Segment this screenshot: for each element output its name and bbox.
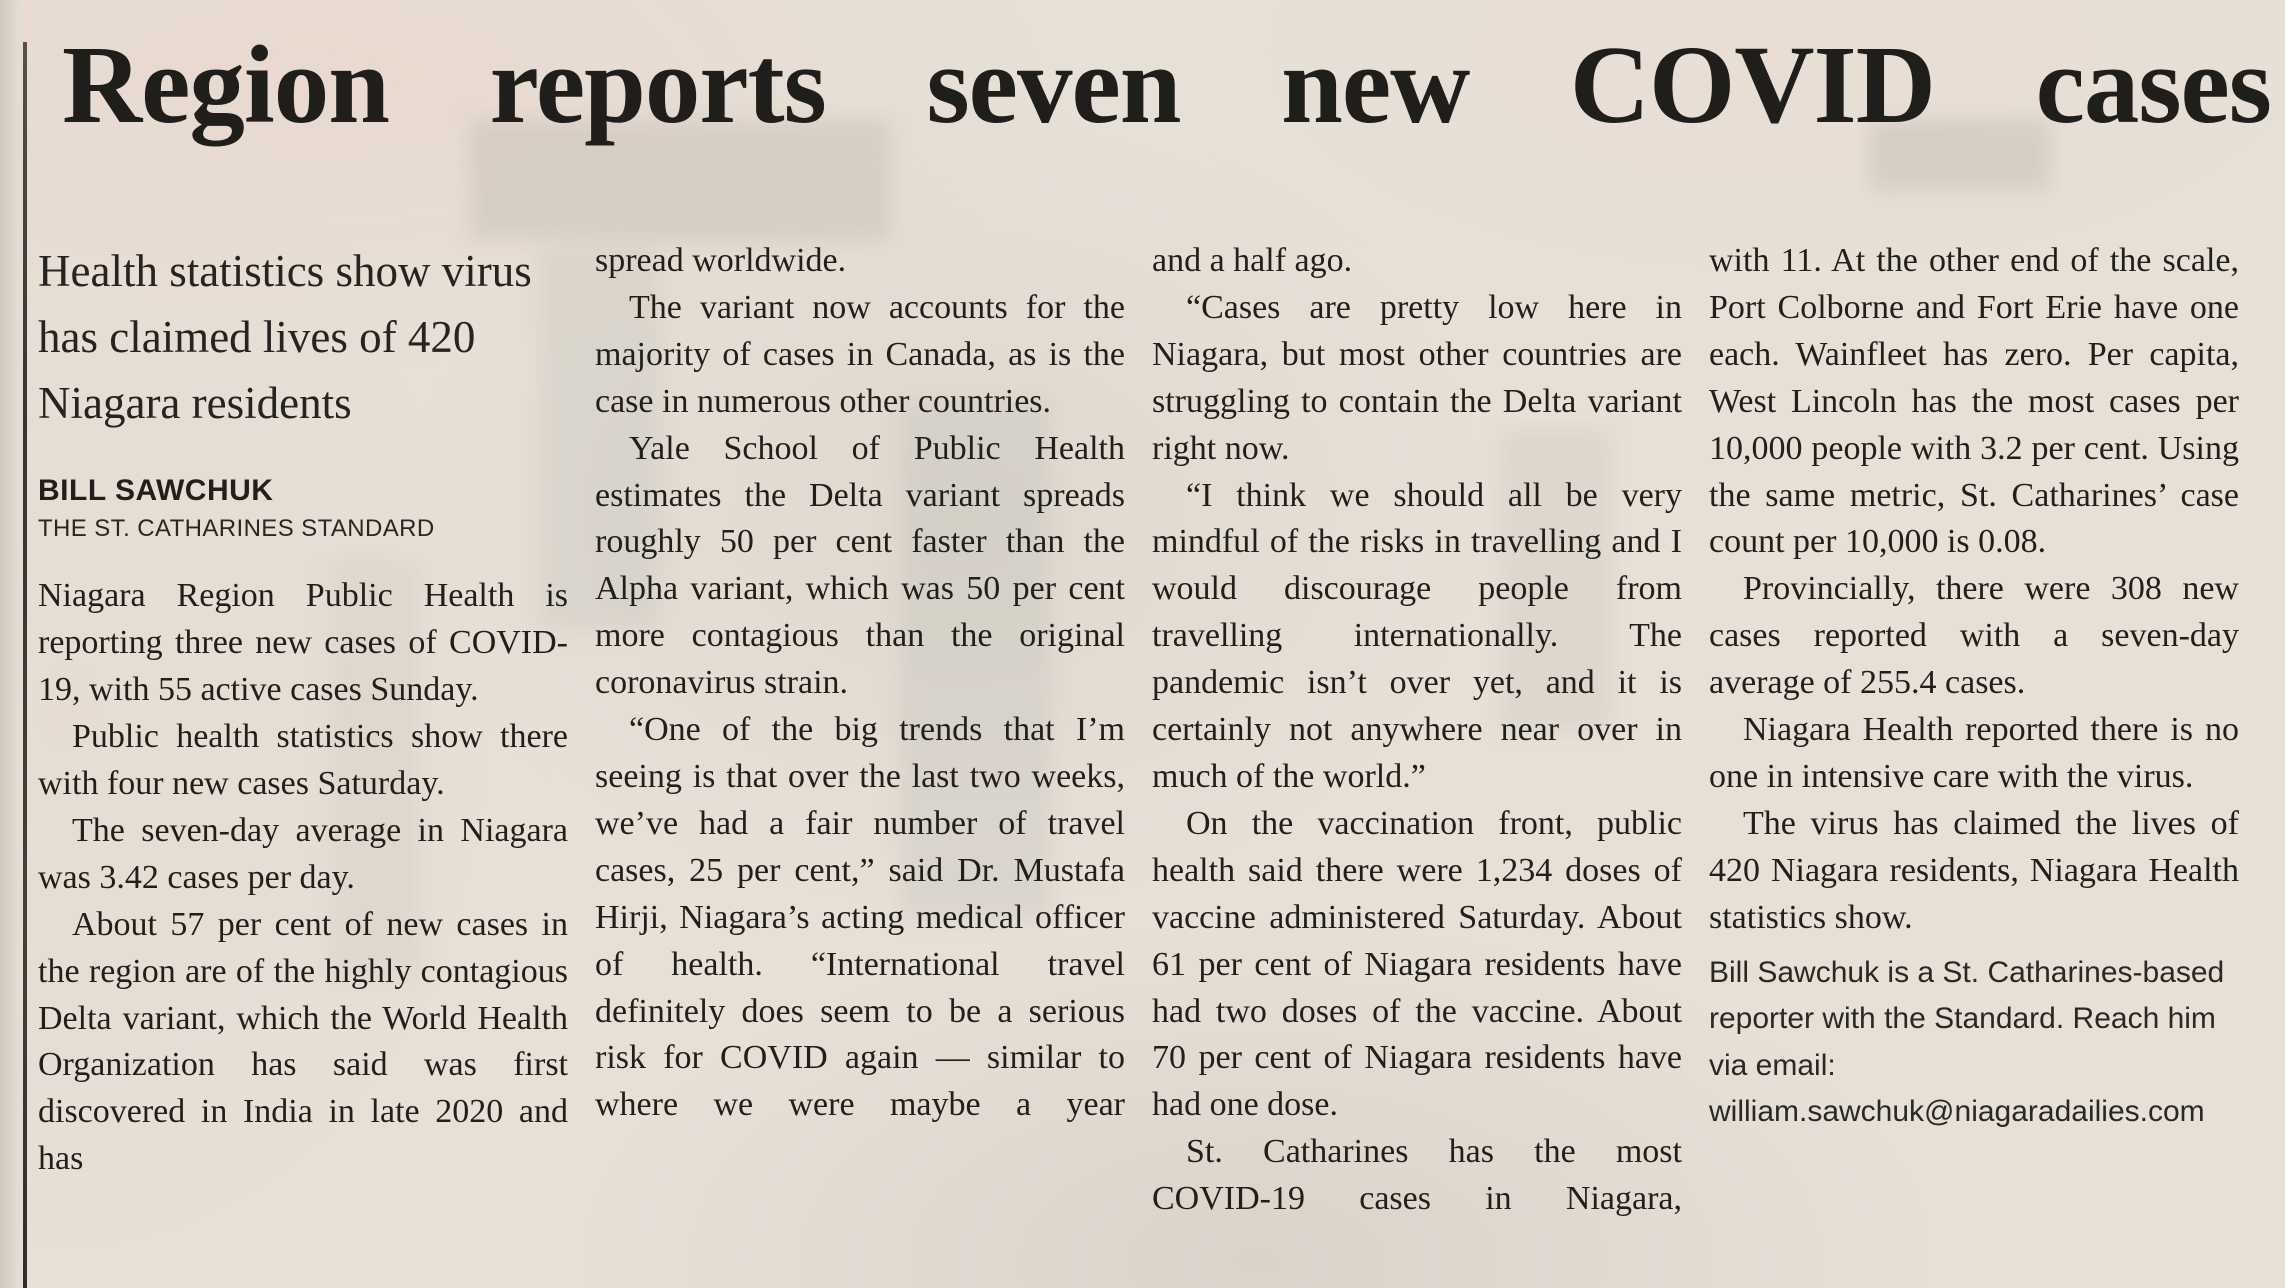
body-paragraph: Provincially, there were 308 new cases reported with a seven-day average of 255.4 cases.	[1709, 570, 2239, 702]
byline	[38, 474, 568, 543]
body-paragraph: “Cases are pretty low here in Niagara, but most other countries are struggling to contain the Delta variant right now.	[1152, 288, 1682, 467]
body-paragraph: Public health statistics show there with four new cases Saturday.	[38, 718, 568, 803]
deck-subheadline: Health statistics show virus has claimed lives of 420 Niagara residents	[38, 246, 532, 429]
body-paragraph: St. Catharines has the most COVID-19 cases in Niagara,	[1152, 1133, 1682, 1218]
body-paragraph: “I think we should all be very mindful of the risks in travelling and I would discourage people from travelling internationally. The pandemic isn’t over yet, and it is certainly not anywhere near over in much of the world.”	[1152, 476, 1682, 795]
article-column-2	[595, 238, 1125, 1288]
body-paragraph: The virus has claimed the lives of 420 Niagara residents, Niagara Health statistics show.	[1709, 804, 2239, 936]
body-paragraph: The variant now accounts for the majority of cases in Canada, as is the case in numerous other countries.	[595, 288, 1125, 420]
body-paragraph: Niagara Health reported there is no one in intensive care with the virus.	[1709, 711, 2239, 795]
article-column-3	[1152, 238, 1682, 1288]
body-paragraph: spread worldwide.	[595, 242, 847, 279]
left-fold-rule	[23, 42, 27, 1288]
body-paragraph: About 57 per cent of new cases in the region are of the highly contagious Delta variant, which the World Health Organization has said was first discovered in India in late 2020 and has	[38, 905, 568, 1178]
body-paragraph: “One of the big trends that I’m seeing is that over the last two weeks, we’ve had a fair number of travel cases, 25 per cent,” said Dr. Mustafa Hirji, Niagara’s acting medical officer of health. “International travel definitely does seem to be a serious risk for COVID again — similar to where we were maybe a year	[595, 711, 1125, 1124]
column-paragraphs	[38, 573, 568, 1183]
body-paragraph: Niagara Region Public Health is reporting three new cases of COVID-19, with 55 active cases Sunday.	[38, 577, 568, 709]
body-paragraph: The seven-day average in Niagara was 3.42 cases per day.	[38, 811, 568, 896]
byline-author: BILL SAWCHUK	[38, 474, 274, 508]
column-paragraphs	[1709, 238, 2239, 1136]
article-body	[38, 238, 2239, 1288]
article-column-1	[38, 238, 568, 1288]
scan-page-edge	[0, 0, 22, 1288]
byline-affiliation: THE ST. CATHARINES STANDARD	[38, 515, 435, 543]
headline: Region reports seven new COVID cases	[62, 24, 2271, 147]
body-paragraph: and a half ago.	[1152, 242, 1353, 279]
author-tagline: Bill Sawchuk is a St. Catharines-based reporter with the Standard. Reach him via email: william.sawchuk@niagaradailies.com	[1709, 955, 2225, 1129]
column-paragraphs	[595, 238, 1125, 1129]
article-column-4	[1709, 238, 2239, 1288]
body-paragraph: with 11. At the other end of the scale, Port Colborne and Fort Erie have one each. Wainfleet has zero. Per capita, West Lincoln has the most cases per 10,000 people with 3.2 per cent. Using the same metric, St. Catharines’ case count per 10,000 is 0.08.	[1709, 242, 2239, 561]
column-paragraphs	[1152, 238, 1682, 1223]
body-paragraph: Yale School of Public Health estimates the Delta variant spreads roughly 50 per cent faster than the Alpha variant, which was 50 per cent more contagious than the original coronavirus strain.	[595, 429, 1125, 702]
body-paragraph: On the vaccination front, public health said there were 1,234 doses of vaccine administered Saturday. About 61 per cent of Niagara residents have had two doses of the vaccine. About 70 per cent of Niagara residents have had one dose.	[1152, 804, 1682, 1124]
